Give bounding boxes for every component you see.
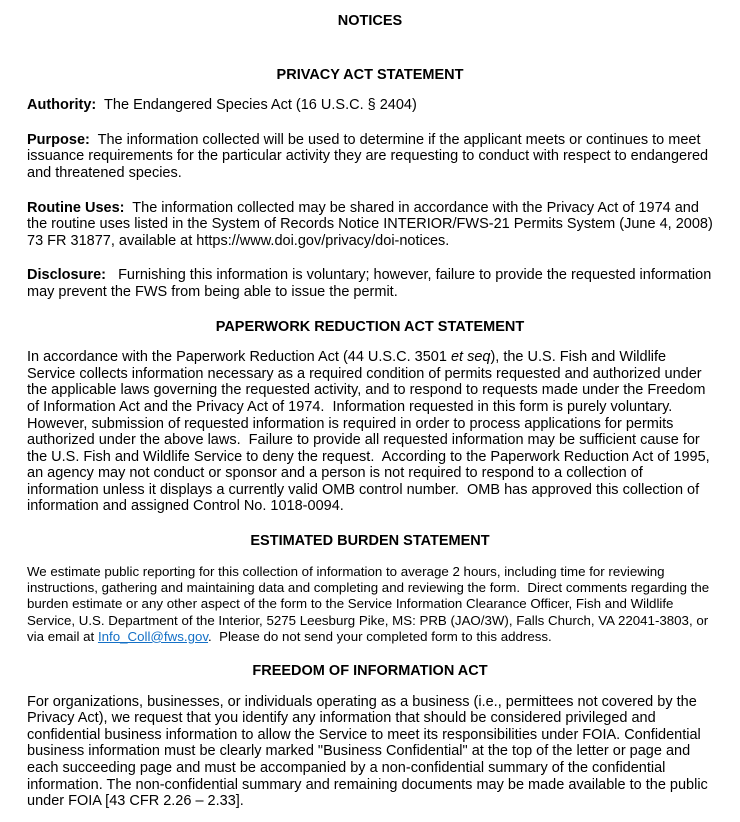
routine-uses-label: Routine Uses:	[27, 199, 125, 216]
paperwork-reduction-heading: PAPERWORK REDUCTION ACT STATEMENT	[215, 318, 525, 335]
paperwork-paragraph	[27, 349, 713, 515]
foia-text: For organizations, businesses, or individuals operating as a business (i.e., permittees not covered by the Privacy Act), we request that you identify any information that should be considered privileged and confidential business information to allow the Service to meet its responsibilities under FOIA. Confidential business information must be clearly marked "Business Confidential" at the top of the letter or page and each succeeding page and must be accompanied by a non-confidential summary of the confidential information. The non-confidential summary and remaining documents may be made available to the public under FOIA [43 CFR 2.26 – 2.33].	[27, 693, 712, 810]
burden-text-after-link: . Please do not send your completed form to this address.	[208, 628, 552, 644]
paperwork-italic-citation: et seq	[450, 349, 491, 366]
authority-text: The Endangered Species Act (16 U.S.C. § 2404)	[96, 97, 417, 114]
routine-uses-paragraph	[27, 199, 717, 250]
disclosure-text: Furnishing this information is voluntary; however, failure to provide the requested information may prevent the FWS from being able to issue the permit.	[27, 267, 716, 300]
purpose-label: Purpose:	[27, 131, 90, 148]
burden-text-before-link: We estimate public reporting for this collection of information to average 2 hours, including time for reviewing instructions, gathering and maintaining data and completing and reviewing the form. Direct comments regarding the burden estimate or any other aspect of the form to the Service Information Clearance Officer, Fish and Wildlife Service, U.S. Department of the Interior, 5275 Leesburg Pike, MS: PRB (JAO/3W), Falls Church, VA 22041-3803, or via email at	[27, 563, 713, 644]
foia-paragraph	[27, 694, 713, 810]
burden-paragraph	[27, 564, 713, 645]
paperwork-text-after-italic: ), the U.S. Fish and Wildlife Service collects information necessary as a required condition of permits requested and authorized under the applicable laws governing the requested activity, and to respond to requests made under the Freedom of Information Act and the Privacy Act of 1974. Information requested in this form is purely voluntary. However, submission of requested information is required in order to process applications for permits authorized under the above laws. Failure to provide all requested information may be sufficient cause for the U.S. Fish and Wildlife Service to deny the request. According to the Paperwork Reduction Act of 1995, an agency may not conduct or sponsor and a person is not required to respond to a collection of information unless it displays a currently valid OMB control number. OMB has approved this collection of information and assigned Control No. 1018-0094.	[27, 349, 714, 515]
disclosure-label: Disclosure:	[27, 267, 106, 284]
email-link[interactable]: Info_Coll@fws.gov	[97, 628, 209, 644]
privacy-act-heading: PRIVACY ACT STATEMENT	[276, 66, 464, 83]
routine-uses-text: The information collected may be shared in accordance with the Privacy Act of 1974 and the routine uses listed in the System of Records Notice INTERIOR/FWS-21 Permits System (June 4, 2008) 73 FR 31877, available at https://www.doi.gov/privacy/doi-notices.	[27, 199, 717, 249]
purpose-paragraph	[27, 132, 713, 182]
authority-paragraph	[27, 97, 713, 114]
paperwork-text-before-italic: In accordance with the Paperwork Reduction Act (44 U.S.C. 3501	[27, 349, 451, 366]
authority-label: Authority:	[27, 97, 97, 114]
page-title: NOTICES	[337, 13, 403, 29]
purpose-text: The information collected will be used to determine if the applicant meets or continues to meet issuance requirements for the particular activity they are requesting to conduct with respect to endangered and threatened species.	[27, 131, 713, 181]
estimated-burden-heading: ESTIMATED BURDEN STATEMENT	[250, 533, 490, 550]
disclosure-paragraph	[27, 267, 716, 300]
foia-heading: FREEDOM OF INFORMATION ACT	[252, 663, 488, 680]
